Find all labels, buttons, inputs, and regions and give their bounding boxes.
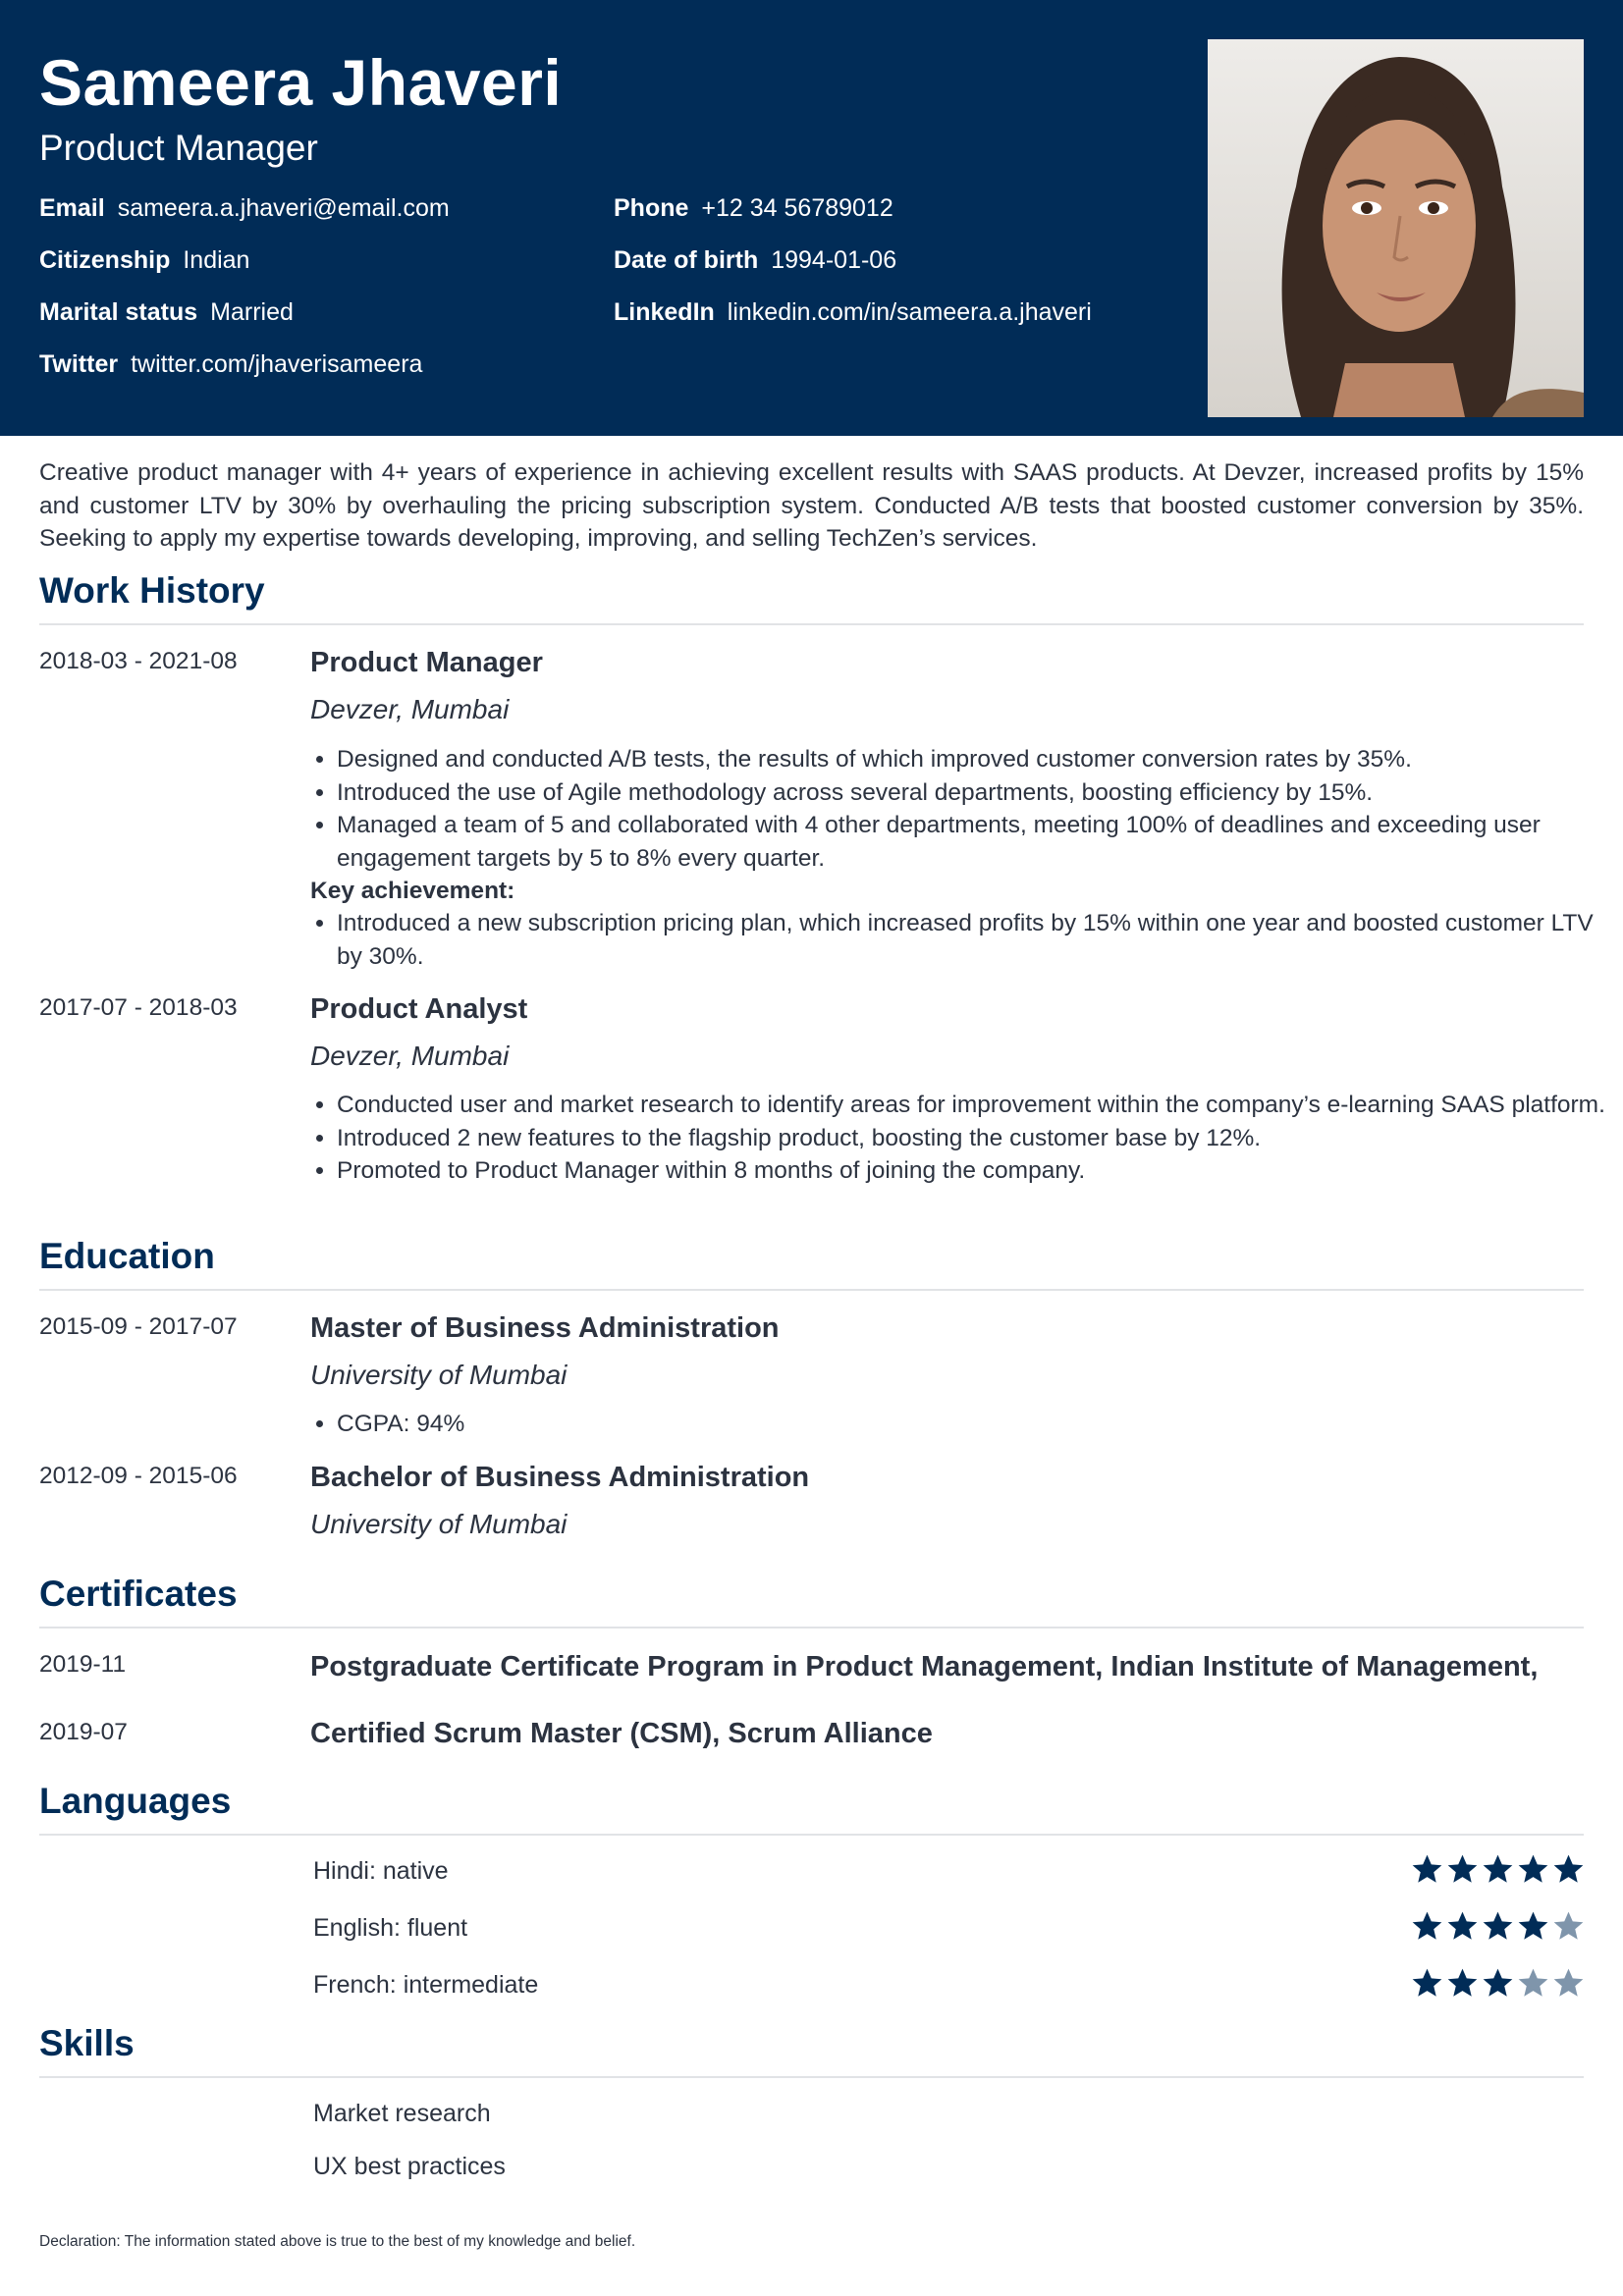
education-dates: 2015-09 - 2017-07 xyxy=(39,1313,238,1340)
education-school: University of Mumbai xyxy=(310,1509,568,1539)
language-rating xyxy=(1411,1967,1588,2001)
list-item: • Promoted to Product Manager within 8 months of joining the company. xyxy=(337,1154,1610,1188)
education-degree: Master of Business Administration xyxy=(310,1312,780,1344)
certificate-name: Postgraduate Certificate Program in Product Management, Indian Institute of Management, xyxy=(310,1651,1539,1682)
section-divider xyxy=(39,1627,1584,1629)
job-bullet-list xyxy=(310,1089,1610,1188)
list-item: • Introduced the use of Agile methodology across several departments, boosting efficiency by 15%. xyxy=(337,776,1610,810)
job-title: Product Analyst xyxy=(310,993,528,1025)
education-dates: 2012-09 - 2015-06 xyxy=(39,1463,238,1489)
contact-email-value: sameera.a.jhaveri@email.com xyxy=(117,194,450,222)
contact-linkedin-value: linkedin.com/in/sameera.a.jhaveri xyxy=(727,298,1092,326)
star-icon xyxy=(1517,1853,1549,1886)
star-icon xyxy=(1446,1853,1479,1886)
job-dates: 2018-03 - 2021-08 xyxy=(39,648,238,674)
language-label: English: fluent xyxy=(313,1914,468,1942)
list-item: • Introduced 2 new features to the flagship product, boosting the customer base by 12%. xyxy=(337,1122,1610,1155)
language-label: Hindi: native xyxy=(313,1857,449,1885)
candidate-job-title: Product Manager xyxy=(39,128,318,168)
contact-email-label: Email xyxy=(39,194,105,222)
education-bullet-list xyxy=(310,1408,1610,1441)
certificate-name: Certified Scrum Master (CSM), Scrum Alliance xyxy=(310,1718,933,1749)
professional-summary: Creative product manager with 4+ years of experience in achieving excellent results with SAAS products. At Devzer, increased profits by 15% and customer LTV by 30% by overhauling the pricing subscription system. Conducted A/B tests that boosted customer conversion by 35%. Seeking to apply my expertise towards developing, improving, and selling TechZen’s services. xyxy=(39,459,1584,552)
skill-item: UX best practices xyxy=(313,2153,506,2180)
star-icon xyxy=(1446,1910,1479,1943)
contact-dob-label: Date of birth xyxy=(614,246,759,274)
contact-marital-value: Married xyxy=(210,298,294,326)
contact-dob xyxy=(614,244,896,276)
star-icon xyxy=(1552,1910,1585,1943)
section-title-work-history: Work History xyxy=(39,570,265,611)
key-achievement-label: Key achievement: xyxy=(310,878,515,904)
contact-linkedin-label: LinkedIn xyxy=(614,298,715,326)
star-icon xyxy=(1482,1853,1514,1886)
list-item: • CGPA: 94% xyxy=(337,1408,1610,1441)
list-item: • Designed and conducted A/B tests, the results of which improved customer conversion rates by 35%. xyxy=(337,743,1610,776)
section-title-education: Education xyxy=(39,1236,215,1276)
contact-linkedin xyxy=(614,296,1092,328)
contact-phone-label: Phone xyxy=(614,194,689,222)
section-title-skills: Skills xyxy=(39,2023,135,2063)
star-icon xyxy=(1411,1910,1443,1943)
contact-marital xyxy=(39,296,294,328)
job-company: Devzer, Mumbai xyxy=(310,694,510,724)
section-title-certificates: Certificates xyxy=(39,1574,238,1614)
star-icon xyxy=(1552,1853,1585,1886)
contact-twitter-value: twitter.com/jhaverisameera xyxy=(131,350,423,378)
contact-phone-value: +12 34 56789012 xyxy=(701,194,893,222)
job-title: Product Manager xyxy=(310,647,543,678)
star-icon xyxy=(1552,1967,1585,2000)
star-icon xyxy=(1517,1967,1549,2000)
section-divider xyxy=(39,623,1584,625)
star-icon xyxy=(1446,1967,1479,2000)
key-achievement-list xyxy=(310,907,1610,973)
language-label: French: intermediate xyxy=(313,1971,539,1999)
star-icon xyxy=(1517,1910,1549,1943)
language-rating xyxy=(1411,1910,1588,1944)
section-divider xyxy=(39,1834,1584,1836)
section-divider xyxy=(39,1289,1584,1291)
list-item: • Introduced a new subscription pricing plan, which increased profits by 15% within one year and boosted customer LTV by 30%. xyxy=(337,907,1610,973)
profile-photo xyxy=(1208,39,1584,417)
list-item: • Conducted user and market research to identify areas for improvement within the company’s e-learning SAAS platform. xyxy=(337,1089,1610,1122)
job-bullet-list xyxy=(310,743,1610,875)
contact-citizenship-value: Indian xyxy=(183,246,250,274)
star-icon xyxy=(1482,1967,1514,2000)
education-school: University of Mumbai xyxy=(310,1360,568,1390)
contact-citizenship-label: Citizenship xyxy=(39,246,171,274)
contact-twitter xyxy=(39,348,422,380)
contact-dob-value: 1994-01-06 xyxy=(771,246,897,274)
language-rating xyxy=(1411,1853,1588,1887)
certificate-date: 2019-11 xyxy=(39,1651,127,1678)
star-icon xyxy=(1482,1910,1514,1943)
candidate-name: Sameera Jhaveri xyxy=(39,46,563,119)
job-company: Devzer, Mumbai xyxy=(310,1041,510,1071)
contact-twitter-label: Twitter xyxy=(39,350,119,378)
education-degree: Bachelor of Business Administration xyxy=(310,1462,810,1493)
section-title-languages: Languages xyxy=(39,1781,232,1821)
contact-phone xyxy=(614,192,893,224)
contact-email xyxy=(39,192,450,224)
skill-item: Market research xyxy=(313,2100,491,2127)
job-dates: 2017-07 - 2018-03 xyxy=(39,994,238,1021)
contact-citizenship xyxy=(39,244,249,276)
contact-marital-label: Marital status xyxy=(39,298,198,326)
star-icon xyxy=(1411,1853,1443,1886)
certificate-date: 2019-07 xyxy=(39,1719,128,1745)
list-item: • Managed a team of 5 and collaborated with 4 other departments, meeting 100% of deadlines and exceeding user engagement targets by 5 to 8% every quarter. xyxy=(337,809,1610,875)
declaration-text: Declaration: The information stated above is true to the best of my knowledge and belief. xyxy=(39,2233,636,2250)
star-icon xyxy=(1411,1967,1443,2000)
header-banner xyxy=(0,0,1623,436)
section-divider xyxy=(39,2076,1584,2078)
